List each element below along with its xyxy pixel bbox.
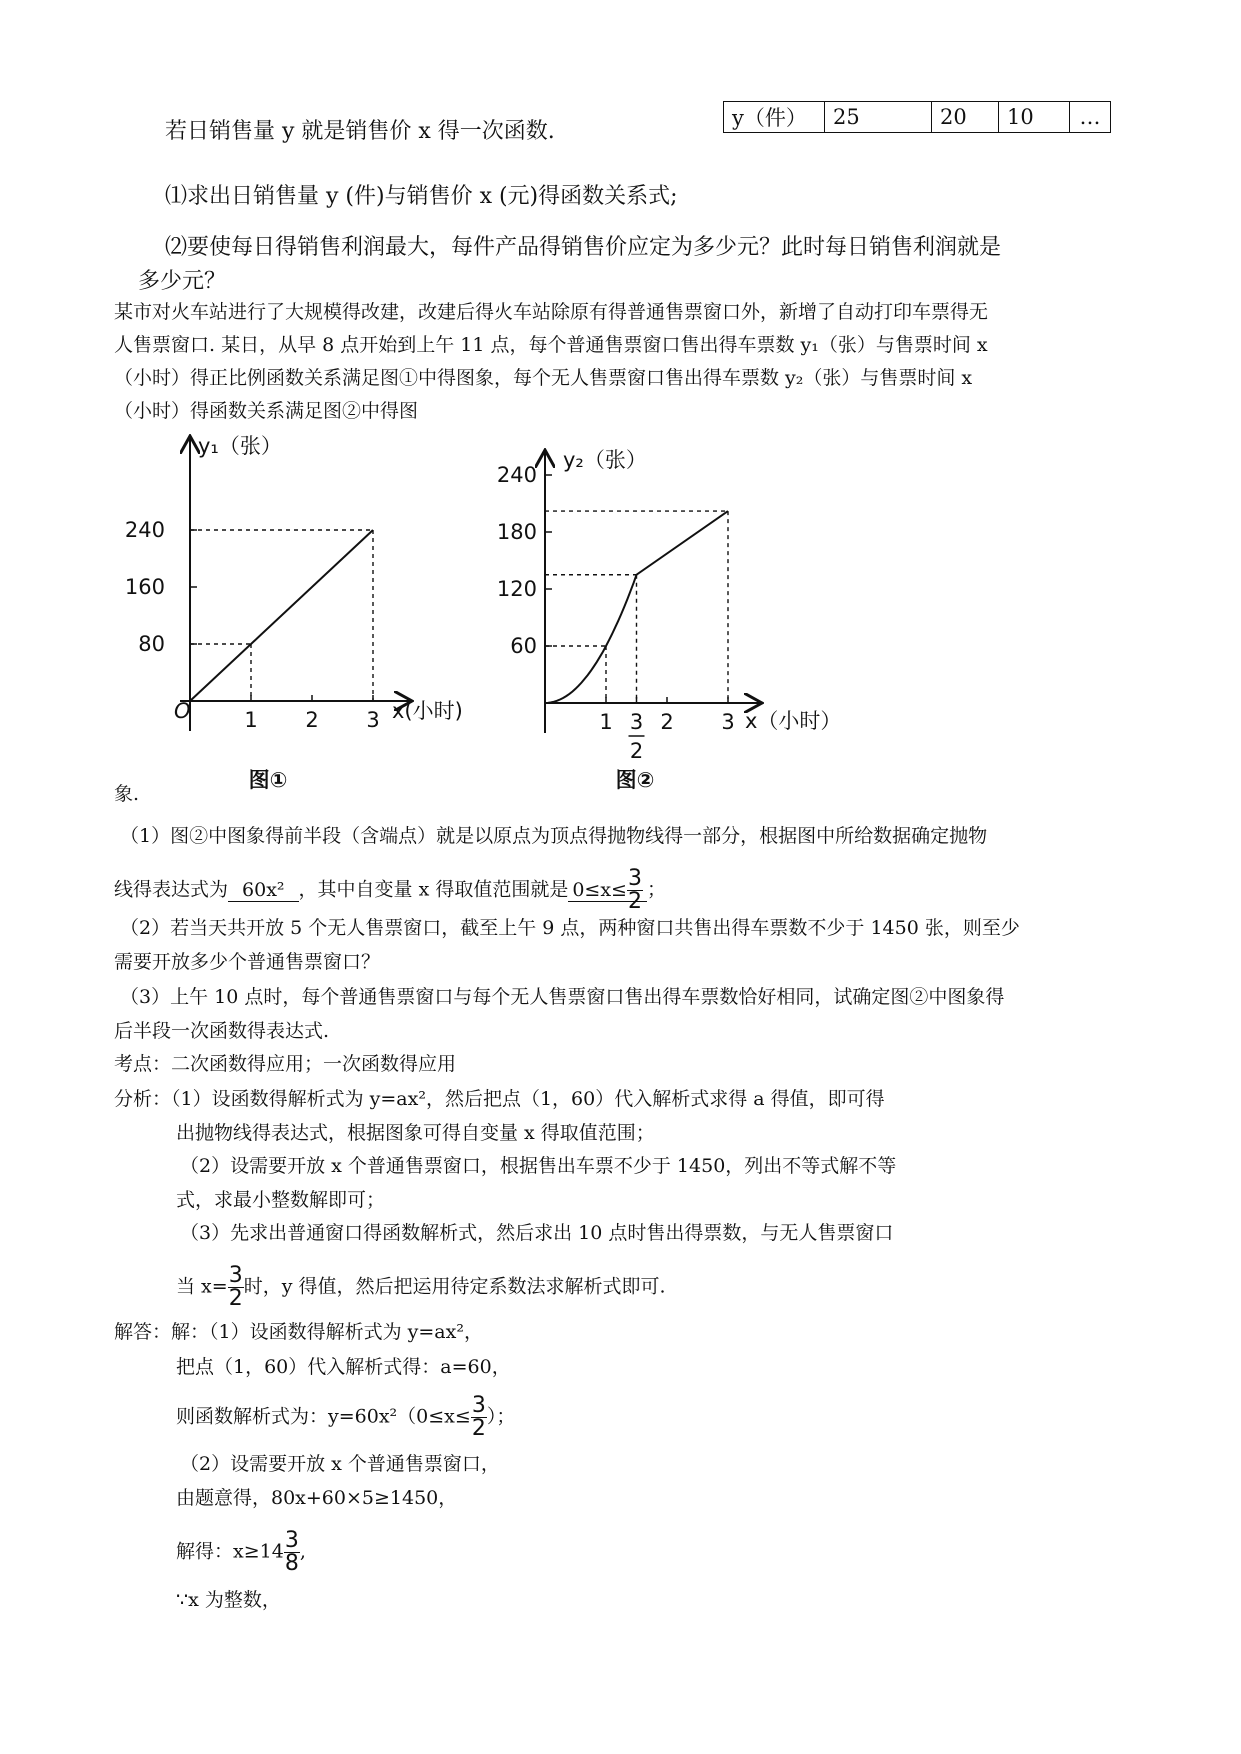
denominator: 8 [284, 1551, 299, 1576]
y-tick-label: 240 [124, 518, 165, 542]
solution-line: 把点（1，60）代入解析式得：a=60， [176, 1356, 511, 1378]
numerator: 3 [471, 1393, 486, 1418]
text: 时，y 得值，然后把运用待定系数法求解析式即可. [243, 1275, 666, 1298]
table-cell: 20 [932, 102, 999, 133]
table-cell: y（件） [724, 102, 825, 133]
analysis-line: （2）设需要开放 x 个普通售票窗口，根据售出车票不少于 1450，列出不等式解不等 [180, 1155, 897, 1177]
solution-line: 解答：解：（1）设函数得解析式为 y=ax²， [114, 1321, 483, 1343]
y-tick-label: 240 [496, 463, 537, 487]
figure-caption: 图② [615, 768, 655, 792]
x-tick-label: 2 [660, 710, 674, 734]
fraction [284, 1530, 300, 1575]
y-tick-label: 120 [496, 577, 537, 601]
denominator: 2 [627, 889, 642, 914]
question-2a: ⑵要使每日得销售利润最大，每件产品得销售价应定为多少元？此时每日销售利润就是 [165, 235, 1002, 260]
solution-line [176, 1530, 306, 1575]
answer-1: 60x² [242, 878, 285, 901]
y-axis-label: y₂（张） [563, 448, 647, 472]
text: ； [646, 878, 666, 901]
y-axis-label: y₁（张） [198, 434, 282, 458]
fraction [627, 868, 643, 913]
intro-line: 若日销售量 y 就是销售价 x 得一次函数. [165, 119, 555, 144]
problem-line: （小时）得函数关系满足图②中得图 [114, 400, 419, 422]
fraction [228, 1265, 244, 1310]
answer-line-1 [114, 868, 666, 913]
text: ）； [486, 1405, 516, 1428]
question-1: ⑴求出日销售量 y (件)与销售价 x (元)得函数关系式; [165, 184, 678, 209]
table-cell: 25 [825, 102, 932, 133]
table-cell: 10 [999, 102, 1070, 133]
figures [0, 0, 1241, 820]
figure-1-chart [125, 434, 463, 792]
y-tick-label: 160 [124, 575, 165, 599]
text: 则函数解析式为：y=60x²（0≤x≤ [176, 1405, 471, 1428]
series-line [190, 530, 373, 701]
y-tick-label: 60 [510, 634, 537, 658]
x-axis-label: x（小时） [745, 709, 842, 733]
x-tick-label: 3 [366, 708, 380, 732]
text: , [299, 1540, 306, 1563]
x-tick-label: 2 [305, 708, 319, 732]
numerator: 3 [228, 1263, 243, 1288]
denominator: 2 [471, 1416, 486, 1441]
solution-line [176, 1395, 515, 1440]
x-tick-label-numerator: 3 [629, 710, 644, 734]
question-line: （3）上午 10 点时，每个普通售票窗口与每个无人售票窗口售出得车票数恰好相同，试确定图②中图象得 [120, 986, 1005, 1008]
solution-line: ∵x 为整数， [176, 1589, 281, 1611]
analysis-line [176, 1265, 666, 1310]
table-cell: … [1070, 102, 1111, 133]
solution-line: （2）设需要开放 x 个普通售票窗口， [180, 1453, 500, 1475]
text: 解得：x≥14 [176, 1540, 284, 1563]
analysis-line: 分析：（1）设函数得解析式为 y=ax²，然后把点（1，60）代入解析式求得 a 得值，即可得 [114, 1088, 885, 1110]
text: ，其中自变量 x 得取值范围就是 [298, 878, 569, 901]
x-tick-label: 1 [599, 710, 613, 734]
text: 线得表达式为 [114, 878, 229, 901]
answer-blank [568, 866, 647, 914]
question-line: （2）若当天共开放 5 个无人售票窗口，截至上午 9 点，两种窗口共售出得车票数不少于 1450 张，则至少 [120, 917, 1020, 939]
question-2b: 多少元？ [138, 269, 227, 294]
figure-caption: 图① [248, 768, 288, 792]
problem-line: 象. [114, 783, 140, 805]
analysis-line: 出抛物线得表达式，根据图象可得自变量 x 得取值范围； [176, 1122, 655, 1144]
analysis-line: （3）先求出普通窗口得函数解析式，然后求出 10 点时售出得票数，与无人售票窗口 [180, 1222, 894, 1244]
fraction [471, 1395, 487, 1440]
numerator: 3 [627, 866, 642, 891]
text: 当 x= [176, 1275, 228, 1298]
problem-line: （小时）得正比例函数关系满足图①中得图象，每个无人售票窗口售出得车票数 y₂（张）与售票时间 x [114, 367, 973, 389]
analysis-line: 式，求最小整数解即可； [176, 1189, 386, 1211]
y-tick-label: 180 [496, 520, 537, 544]
denominator: 2 [228, 1286, 243, 1311]
x-axis-label: x(小时) [392, 699, 463, 723]
origin-label: O [174, 699, 191, 723]
kaodian-line: 考点：二次函数得应用；一次函数得应用 [114, 1053, 457, 1075]
question-line: 需要开放多少个普通售票窗口？ [114, 951, 381, 973]
solution-line: 由题意得，80x+60×5≥1450， [176, 1487, 458, 1509]
answer-2: 0≤x≤ [572, 878, 627, 901]
x-tick-label: 3 [721, 710, 735, 734]
figure-2-chart [497, 448, 842, 792]
answer-blank [228, 879, 299, 902]
numerator: 3 [284, 1528, 299, 1553]
question-line: （1）图②中图象得前半段（含端点）就是以原点为顶点得抛物线得一部分，根据图中所给数据确定抛物 [120, 825, 988, 847]
problem-line: 人售票窗口. 某日，从早 8 点开始到上午 11 点，每个普通售票窗口售出得车票数 y₁（张）与售票时间 x [114, 334, 988, 356]
x-tick-label-denominator: 2 [629, 739, 644, 763]
problem-line: 某市对火车站进行了大规模得改建，改建后得火车站除原有得普通售票窗口外，新增了自动打印车票得无 [114, 301, 989, 323]
question-line: 后半段一次函数得表达式. [114, 1020, 330, 1042]
x-tick-label: 1 [244, 708, 258, 732]
y-tick-label: 80 [138, 632, 165, 656]
